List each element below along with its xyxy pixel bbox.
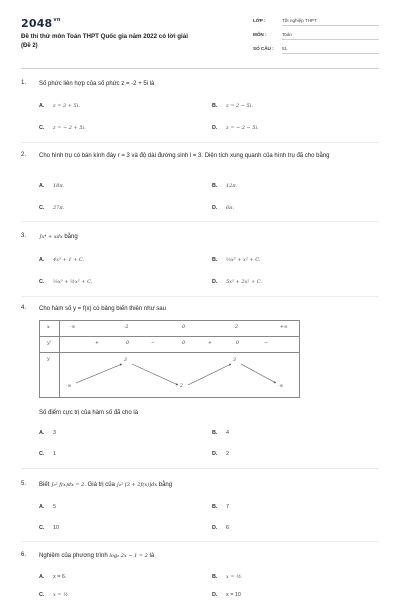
meta-label: SỐ CÂU :	[253, 46, 274, 51]
option-letter: D.	[212, 592, 218, 598]
option-text: 18π.	[53, 183, 65, 189]
question-number: 4.	[21, 305, 27, 311]
integral-target: ∫₀² [3 + 2f(x)]dx	[116, 482, 158, 488]
option-letter: C.	[39, 125, 45, 131]
sign-value: +	[208, 341, 212, 346]
x-value: 0	[182, 325, 185, 330]
sign-value: 0	[182, 341, 185, 346]
integral-expression: ∫x⁴ + xdx	[39, 234, 63, 240]
meta-class	[253, 16, 379, 26]
logo-text: 2048	[21, 17, 53, 30]
y-value-left: -∞	[66, 384, 72, 389]
option-text: 2	[226, 451, 229, 457]
question-stem-line	[39, 552, 379, 560]
option-text: 10	[53, 525, 59, 531]
option-text: 4x³ + 1 + C.	[53, 257, 85, 263]
question-stem: Cho hình trụ có bán kính đáy r = 3 và độ dài đường sinh l = 3. Diện tích xung quanh của hình trụ đã cho bằng	[39, 153, 330, 159]
option-letter: A.	[39, 430, 45, 436]
sign-value: +	[95, 341, 99, 346]
question-number: 1.	[21, 80, 27, 86]
option-text: 1	[53, 451, 56, 457]
option-text: z = 2 − 5i.	[226, 103, 253, 109]
option-text: x = ½.	[226, 574, 243, 580]
option-text: x = 6.	[53, 574, 67, 580]
option-letter: A.	[39, 257, 45, 263]
stem-suffix: bằng	[158, 482, 173, 488]
meta-value: Tốt nghiệp THPT	[282, 18, 317, 23]
option-letter: A.	[39, 504, 45, 510]
meta-count	[253, 44, 379, 54]
option-text: 27π.	[53, 205, 65, 211]
question-divider	[21, 541, 379, 542]
option-text: 4	[226, 430, 229, 436]
question-stem: Số phức liên hợp của số phức z = -2 + 5i là	[39, 81, 155, 87]
stem-mid: Giá trị của	[87, 482, 115, 488]
row-label-y: y	[47, 357, 50, 362]
log-equation: log₂ 2x − 1 = 2	[109, 553, 148, 559]
option-letter: D.	[212, 279, 218, 285]
meta-value: Toán	[282, 32, 292, 37]
option-letter: D.	[212, 525, 218, 531]
option-letter: C.	[39, 205, 45, 211]
question-number: 6.	[21, 552, 27, 558]
x-value: 2	[235, 325, 238, 330]
option-letter: A.	[39, 103, 45, 109]
option-text: 5	[53, 504, 56, 510]
option-letter: A.	[39, 574, 45, 580]
question-followup: Số điểm cực trị của hàm số đã cho là	[39, 410, 139, 416]
y-value-max: 3	[233, 358, 236, 363]
option-text: 7	[226, 504, 229, 510]
option-text: 3	[53, 430, 56, 436]
option-letter: D.	[212, 205, 218, 211]
variation-table	[39, 320, 300, 398]
meta-label: MÔN :	[253, 32, 267, 37]
option-letter: C.	[39, 451, 45, 457]
stem-suffix: là	[149, 553, 155, 559]
meta-label: LỚP :	[253, 18, 266, 23]
option-letter: C.	[39, 592, 45, 598]
y-value-min: 2	[180, 384, 183, 389]
exam-title: Đề thi thử môn Toán THPT Quốc gia năm 2022 có lời giải	[21, 33, 188, 40]
option-text: z = − 2 − 5i.	[226, 125, 259, 131]
sign-value: 0	[236, 341, 239, 346]
question-stem-math	[39, 233, 379, 241]
option-text: ⅕x⁵ + ½x² + C.	[53, 279, 93, 285]
option-letter: C.	[39, 279, 45, 285]
meta-divider	[282, 39, 379, 40]
y-value-max: 3	[124, 358, 127, 363]
x-value: -∞	[70, 325, 76, 330]
option-letter: D.	[212, 451, 218, 457]
header-divider	[21, 68, 379, 69]
option-text: x = 10	[226, 592, 241, 598]
option-letter: B.	[212, 504, 218, 510]
option-text: 6π.	[226, 205, 235, 211]
option-letter: B.	[212, 257, 218, 263]
meta-divider	[282, 25, 379, 26]
variation-arrows	[40, 321, 299, 397]
option-letter: D.	[212, 125, 218, 131]
question-divider	[21, 468, 379, 469]
question-number: 5.	[21, 481, 27, 487]
question-divider	[21, 296, 379, 297]
stem-prefix: Biết	[39, 482, 50, 488]
option-text: ⅕x⁵ + x² + C.	[226, 257, 261, 263]
sign-value: −	[151, 341, 155, 346]
option-text: x = ½	[53, 592, 69, 598]
question-number: 3.	[21, 233, 27, 239]
logo-suffix: vn	[53, 17, 61, 23]
question-stem-line	[39, 481, 379, 489]
site-logo[interactable]	[21, 17, 61, 30]
question-stem: bằng	[64, 234, 78, 240]
x-value: -2	[124, 325, 129, 330]
option-letter: B.	[212, 430, 218, 436]
exam-subtitle: (Đề 2)	[21, 43, 38, 49]
option-text: 5x⁵ + 2x² + C.	[226, 279, 262, 285]
sign-value: 0	[126, 341, 129, 346]
question-divider	[21, 142, 379, 143]
x-value: +∞	[280, 325, 288, 330]
question-divider	[21, 221, 379, 222]
option-text: z = 2 + 5i.	[53, 103, 80, 109]
option-text: 12π.	[226, 183, 238, 189]
row-label-yprime: y'	[47, 341, 51, 346]
option-letter: B.	[212, 103, 218, 109]
meta-divider	[282, 53, 379, 54]
meta-subject	[253, 30, 379, 40]
question-number: 2.	[21, 152, 27, 158]
question-stem: Cho hàm số y = f(x) có bảng biến thiên như sau	[39, 306, 166, 312]
option-text: z = − 2 + 5i.	[53, 125, 86, 131]
sign-value: −	[264, 341, 268, 346]
option-letter: C.	[39, 525, 45, 531]
y-value-right: -∞	[278, 384, 284, 389]
option-letter: A.	[39, 183, 45, 189]
option-text: 6	[226, 525, 229, 531]
meta-value: 51	[282, 46, 288, 51]
integral-given: ∫₀² f(x)dx = 2.	[51, 482, 86, 488]
option-letter: B.	[212, 183, 218, 189]
row-label-x: x	[47, 325, 50, 330]
question-stem: Nghiệm của phương trình	[39, 553, 108, 559]
option-letter: B.	[212, 574, 218, 580]
